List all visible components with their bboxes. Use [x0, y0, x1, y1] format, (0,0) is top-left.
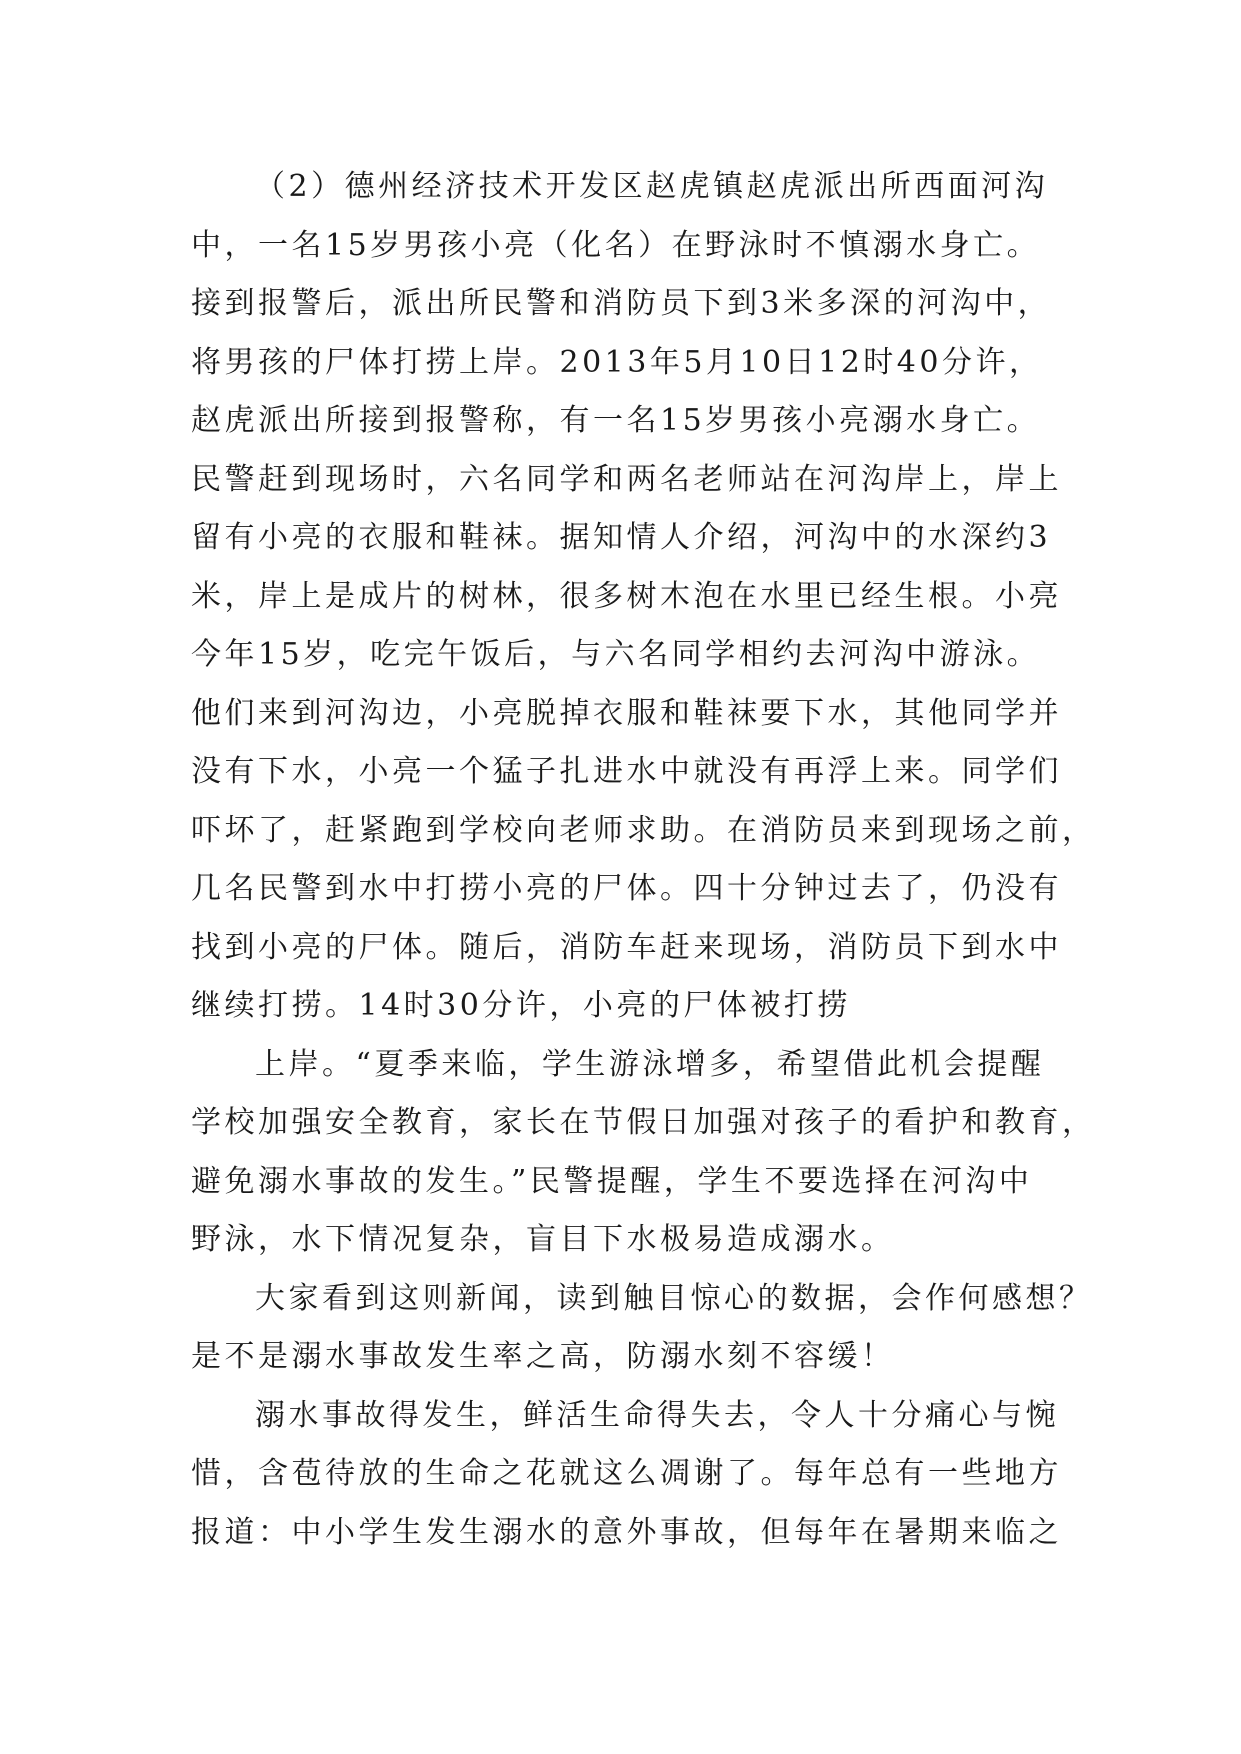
text-line: 中，一名15岁男孩小亮（化名）在野泳时不慎溺水身亡。: [191, 227, 1041, 263]
text-line: 惜，含苞待放的生命之花就这么凋谢了。每年总有一些地方: [191, 1456, 1062, 1491]
text-line: 野泳，水下情况复杂，盲目下水极易造成溺水。: [191, 1222, 895, 1257]
text-line: 上岸。“夏季来临，学生游泳增多，希望借此机会提醒: [255, 1046, 1045, 1082]
text-line: 避免溺水事故的发生。”民警提醒，学生不要选择在河沟中: [191, 1163, 1033, 1199]
text-line: 接到报警后，派出所民警和消防员下到3米多深的河沟中，: [191, 286, 1052, 321]
text-line: 民警赶到现场时，六名同学和两名老师站在河沟岸上，岸上: [191, 461, 1062, 497]
text-line: 留有小亮的衣服和鞋袜。据知情人介绍，河沟中的水深约3: [191, 520, 1052, 555]
text-line: 赵虎派出所接到报警称，有一名15岁男孩小亮溺水身亡。: [191, 403, 1041, 438]
text-line: 几名民警到水中打捞小亮的尸体。四十分钟过去了，仍没有: [191, 871, 1062, 906]
text-line: 溺水事故得发生，鲜活生命得失去，令人十分痛心与惋: [255, 1397, 1059, 1433]
text-line: 米，岸上是成片的树林，很多树木泡在水里已经生根。小亮: [191, 578, 1062, 614]
document-body: [191, 158, 1096, 1562]
text-line: 是不是溺水事故发生率之高，防溺水刻不容缓！: [191, 1339, 895, 1374]
text-line: 继续打捞。14时30分许，小亮的尸体被打捞: [191, 988, 851, 1023]
text-line: 学校加强安全教育，家长在节假日加强对孩子的看护和教育，: [191, 1105, 1096, 1140]
text-line: 将男孩的尸体打捞上岸。2013年5月10日12时40分许，: [191, 344, 1043, 380]
text-line: 今年15岁，吃完午饭后，与六名同学相约去河沟中游泳。: [191, 637, 1041, 672]
text-line: 没有下水，小亮一个猛子扎进水中就没有再浮上来。同学们: [191, 754, 1062, 789]
text-line: 他们来到河沟边，小亮脱掉衣服和鞋袜要下水，其他同学并: [191, 695, 1062, 731]
text-line: 吓坏了，赶紧跑到学校向老师求助。在消防员来到现场之前，: [191, 812, 1096, 848]
text-line: 找到小亮的尸体。随后，消防车赶来现场，消防员下到水中: [191, 929, 1062, 965]
text-line: （2）德州经济技术开发区赵虎镇赵虎派出所西面河沟: [255, 169, 1049, 204]
text-line: 报道：中小学生发生溺水的意外事故，但每年在暑期来临之: [191, 1514, 1062, 1550]
text-line: 大家看到这则新闻，读到触目惊心的数据，会作何感想？: [255, 1280, 1093, 1316]
